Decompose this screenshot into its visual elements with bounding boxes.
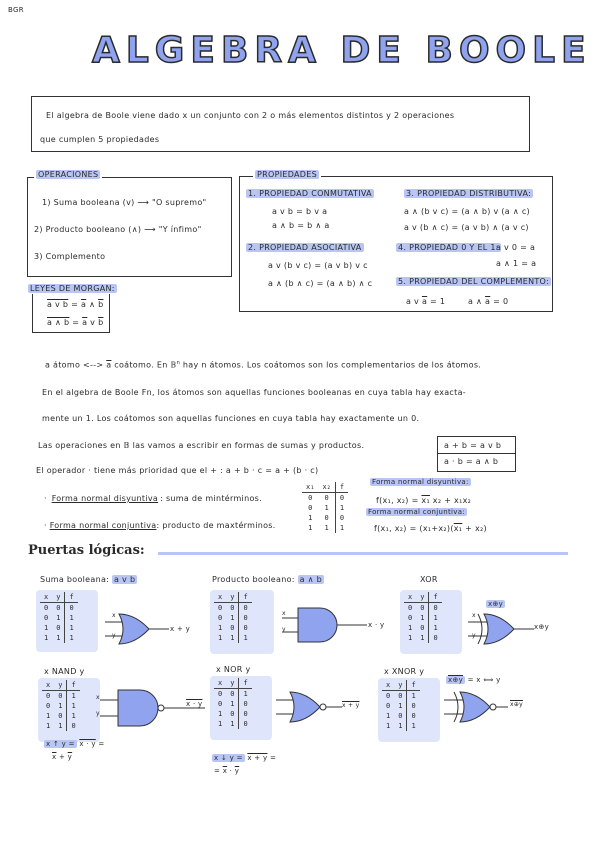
or-input-y: y: [112, 632, 116, 639]
and-output: x · y: [368, 621, 385, 629]
xor-input-y: y: [472, 632, 476, 639]
xor-gate-icon: [468, 612, 538, 646]
nand-equation-1: x ↑ y = x · y =: [46, 740, 105, 748]
morgan-header: LEYES DE MORGAN:: [30, 284, 115, 293]
fnd-title: Forma normal disyuntiva:: [372, 478, 469, 486]
fnd-formula: f(x₁, x₂) = x₁ x₂ + x₁x₂: [376, 496, 472, 505]
prop-cero-uno-l1: a v 0 = a: [496, 243, 536, 252]
xnor-output: x⊕y: [510, 701, 524, 708]
xor-truth-table: x y f 0 0 0 0 1 1 1 0 1 1 1 0: [404, 592, 442, 643]
nor-truth-table: x y f 0 0 1 0 1 0 1 0 0 1 1 0: [214, 678, 252, 729]
puertas-divider: [158, 552, 568, 555]
xor-output: x⊕y: [534, 623, 550, 631]
priority-line: El operador · tiene más prioridad que el + : a + b · c = a + (b · c): [36, 466, 319, 475]
operaciones-box: [27, 177, 232, 277]
and-input-y: y: [282, 626, 286, 633]
and-gate-icon: [282, 606, 372, 644]
nand-truth-table: x y f 0 0 1 0 1 1 1 0 1 1 1 0: [42, 680, 80, 731]
nand-equation-2: $\overline{x} + \overline{y}$: [52, 753, 73, 761]
ops-line: Las operaciones en 𝔹 las vamos a escribir en formas de sumas y productos.: [38, 441, 365, 450]
fnc-title: Forma normal conjuntiva:: [368, 508, 465, 516]
nor-equation-1: x ↓ y = x + y =: [214, 754, 277, 762]
prop-distributiva-l1: a ∧ (b v c) = (a ∧ b) v (a ∧ c): [404, 207, 530, 216]
puertas-header: Puertas lógicas:: [28, 543, 145, 558]
operacion-complemento: 3) Complemento: [34, 252, 106, 261]
page-title: ALGEBRA DE BOOLE: [92, 30, 592, 71]
prop-cero-uno-title: 4. PROPIEDAD 0 Y EL 1:: [398, 243, 499, 252]
intro-box: [31, 96, 530, 152]
and-truth-table: x y f 0 0 0 0 1 0 1 0 0 1 1 1: [214, 592, 252, 643]
prop-asociativa-l1: a v (b v c) = (a v b) v c: [268, 261, 368, 270]
prop-complemento-l2: a ∧ $\overline{a} = 0$: [468, 297, 509, 306]
prop-conmutativa-l2: a ∧ b = b ∧ a: [272, 221, 330, 230]
author-initials: BGR: [8, 6, 24, 14]
prop-distributiva-title: 3. PROPIEDAD DISTRIBUTIVA:: [406, 189, 532, 198]
fn-line-2: mente un 1. Los coátomos son aquellas funciones en cuya tabla hay exactamente un 0.: [42, 414, 420, 423]
prop-complemento-title: 5. PROPIEDAD DEL COMPLEMENTO:: [398, 277, 550, 286]
and-input-x: x: [282, 610, 286, 617]
prop-asociativa-title: 2. PROPIEDAD ASOCIATIVA: [248, 243, 362, 252]
atomo-line: a átomo <--> $\overline{a}$ coátomo. En 𝔹$^n$ hay n átomos. Los coátomos son los complementarios de los átomos.: [45, 360, 482, 370]
nor-output: x + y: [342, 702, 360, 709]
morgan-law-2: a ∧ $b = \overline{a}$ v $\overline{b}$: [47, 318, 104, 327]
propiedades-header: PROPIEDADES: [253, 170, 321, 179]
prop-cero-uno-l2: a ∧ 1 = a: [496, 259, 537, 268]
nand-label: x NAND y: [44, 667, 85, 676]
xor-label: XOR: [420, 575, 438, 584]
intro-line-2: que cumplen 5 propiedades: [40, 135, 160, 144]
xor-tag: x⊕y: [488, 600, 504, 608]
propiedades-box: [239, 176, 553, 312]
or-truth-table: x y f 0 0 0 0 1 1 1 0 1 1 1 1: [40, 592, 78, 643]
prop-complemento-l1: a v $\overline{a} = 1$: [406, 297, 446, 306]
or-output: x + y: [170, 625, 191, 633]
fnc-formula: f(x₁, x₂) = (x₁+x₂)(x₁ + x₂): [374, 524, 487, 533]
xnor-label: x XNOR y: [384, 667, 425, 676]
ops-equivalence-box: [437, 436, 516, 472]
ops-eq-2: a · b = a ∧ b: [444, 457, 499, 466]
xor-input-x: x: [472, 612, 476, 619]
fnd-line: · Forma normal disyuntiva : suma de mintérminos.: [44, 494, 262, 503]
operacion-producto: 2) Producto booleano (∧) ⟶ "Y ínfimo": [34, 225, 202, 234]
nand-gate-icon: [100, 688, 210, 728]
xnor-equation: x⊕y = x ⟺ y: [448, 676, 501, 684]
nand-output: x · y: [186, 700, 203, 708]
operacion-suma: 1) Suma booleana (v) ⟶ "O supremo": [42, 198, 207, 207]
nor-equation-2: = $\overline{x} \cdot \overline{y}$: [214, 767, 240, 775]
intro-line-1: El algebra de Boole viene dado x un conjunto con 2 o más elementos distintos y 2 operaciones: [46, 111, 455, 120]
prop-distributiva-l2: a v (b ∧ c) = (a v b) ∧ (a v c): [404, 223, 529, 232]
or-input-x: x: [112, 612, 116, 619]
and-label: Producto booleano: a ∧ b: [212, 575, 323, 584]
prop-asociativa-l2: a ∧ (b ∧ c) = (a ∧ b) ∧ c: [268, 279, 373, 288]
prop-conmutativa-title: 1. PROPIEDAD CONMUTATIVA: [248, 189, 372, 198]
or-label: Suma booleana: a v b: [40, 575, 136, 584]
fn-line-1: En el algebra de Boole Fn, los átomos son aquellas funciones booleanas en cuya tabla hay exacta-: [42, 388, 466, 397]
nand-input-x: x: [96, 694, 100, 701]
morgan-box: [32, 294, 110, 333]
nor-label: x NOR y: [216, 665, 251, 674]
prop-conmutativa-l1: a v b = b v a: [272, 207, 328, 216]
ops-eq-1: a + b = a v b: [444, 441, 502, 450]
operaciones-header: OPERACIONES: [34, 170, 102, 179]
nand-input-y: y: [96, 710, 100, 717]
morgan-law-1: a v $b = \overline{a}$ ∧ $\overline{b}$: [47, 300, 104, 309]
example-truth-table: x₁ x₂ f 0 0 0 0 1 1 1 0 0 1 1 1: [302, 482, 348, 533]
fnc-line: · Forma normal conjuntiva: producto de maxtérminos.: [44, 521, 276, 530]
xnor-truth-table: x y f 0 0 1 0 1 0 1 0 0 1 1 1: [382, 680, 420, 731]
